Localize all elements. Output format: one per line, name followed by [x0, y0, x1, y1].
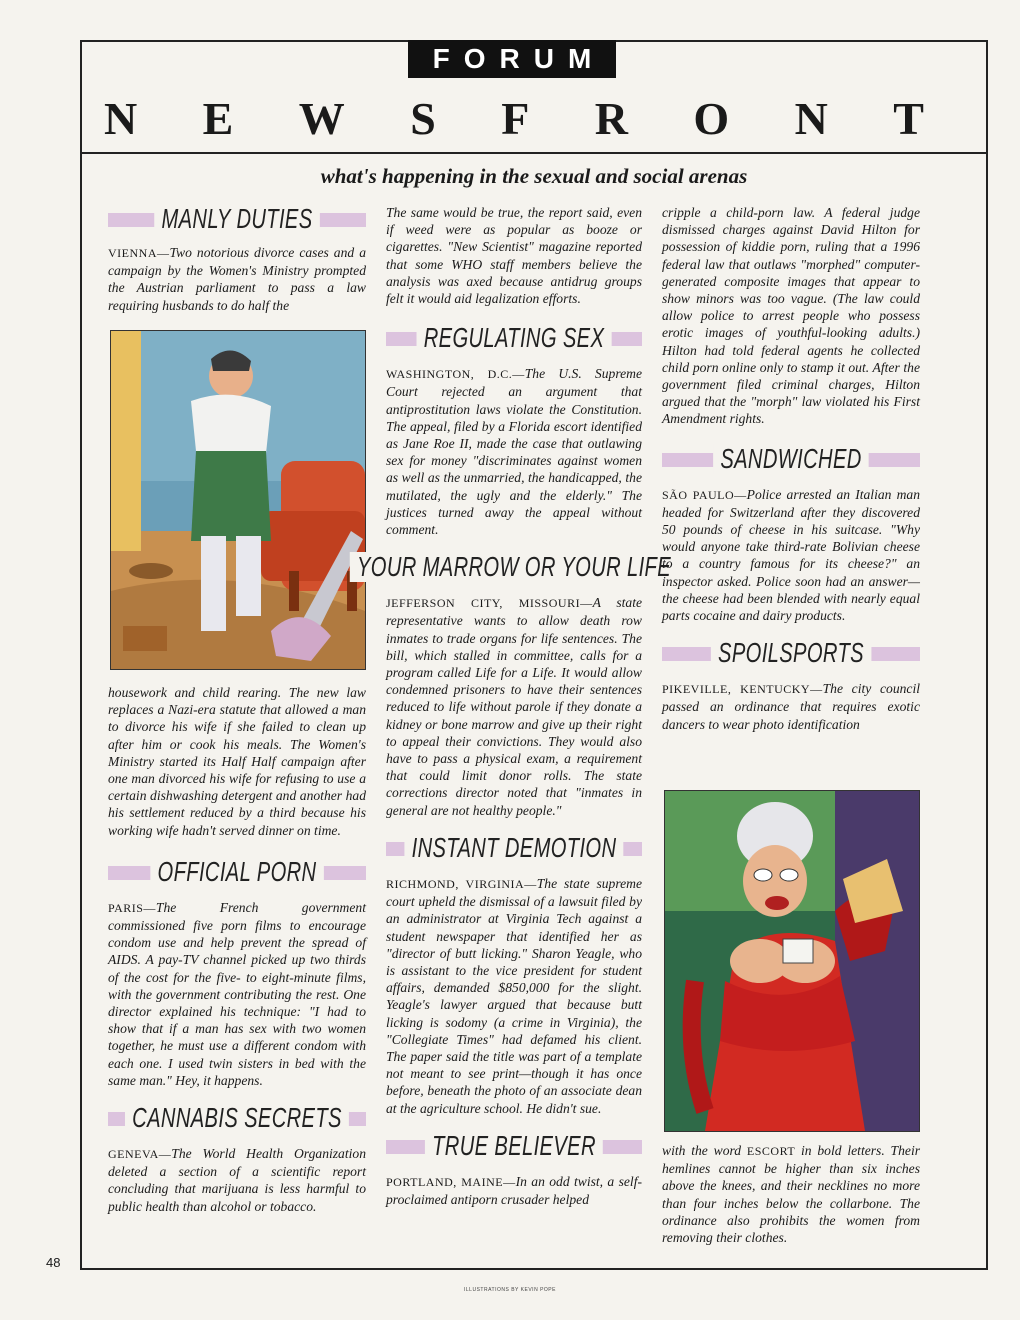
illustration-dancer	[664, 790, 920, 1132]
story-text: The city council passed an ordinance that requires exotic dancers to wear photo identification	[662, 681, 921, 732]
dateline: GENEVA—	[108, 1147, 172, 1162]
forum-masthead	[408, 40, 616, 78]
column-2	[356, 204, 672, 1208]
title-letter: O	[693, 93, 730, 144]
newsfront-title	[104, 92, 924, 145]
story-text: The U.S. Supreme Court rejected an argument that antiprostitution laws violate the Constitution. The appeal, filed by a Florida escort identified as Jane Roe II, made the case that outlawing sex for money "discriminates against women as well as the unmarried, the handicapped, the mutilated, the ugly and the elderly." The justices turned away the appeal without comment.	[386, 366, 642, 538]
dateline: WASHINGTON, D.C.—	[386, 367, 525, 382]
escort-word: ESCORT	[746, 1144, 796, 1158]
header-rule	[80, 152, 988, 154]
headline-instant-demotion: INSTANT DEMOTION	[386, 833, 642, 863]
page-number: 48	[46, 1255, 61, 1270]
column-3-bottom	[662, 1142, 920, 1246]
story-text: Two notorious divorce cases and a campaign by the Women's Ministry prompted the Austrian parliament to pass a law requiring husbands to do half the	[108, 245, 366, 313]
headline-cannabis-secrets: CANNABIS SECRETS	[108, 1103, 366, 1133]
dateline: VIENNA—	[108, 246, 170, 260]
story-text: with the word	[662, 1143, 747, 1158]
headline-sandwiched: SANDWICHED	[662, 444, 920, 474]
dateline: RICHMOND, VIRGINIA—	[386, 876, 537, 891]
title-letter: T	[893, 93, 924, 144]
title-letter: F	[501, 93, 530, 144]
title-letter: N	[104, 93, 138, 144]
dateline: SÃO PAULO—	[662, 487, 747, 502]
masthead-label: FORUM	[432, 43, 606, 74]
headline-manly-duties: MANLY DUTIES	[108, 204, 366, 234]
illustration-credit: ILLUSTRATIONS BY KEVIN POPE	[464, 1287, 556, 1293]
headline-spoilsports: SPOILSPORTS	[662, 638, 920, 668]
headline-official-porn: OFFICIAL PORN	[108, 857, 366, 887]
story-text: The World Health Organization deleted a section of a scientific report concluding that marijuana is less harmful to public health than alcohol or tobacco.	[108, 1146, 366, 1214]
illustration-man-vacuum	[110, 330, 366, 670]
tagline: what's happening in the sexual and social arenas	[320, 164, 748, 188]
headline-your-marrow: YOUR MARROW OR YOUR LIFE	[386, 552, 642, 582]
column-3-top	[662, 204, 920, 733]
title-letter: N	[794, 93, 828, 144]
dateline: JEFFERSON CITY, MISSOURI—	[386, 596, 593, 611]
dateline: PIKEVILLE, KENTUCKY—	[662, 682, 823, 697]
title-letter: W	[298, 93, 345, 144]
headline-true-believer: TRUE BELIEVER	[386, 1131, 642, 1161]
story-text: The French government commissioned five porn films to encourage condom use and help prevent the spread of AIDS. A pay-TV channel picked up two thirds of the cost for the five- to eight-minute films, with the government contributing the rest. One director explained his technique: "I had to show that if a man has sex with two women together, he must use a different condom with each one. I used twin sisters in bed with the same man." Hey, it happens.	[108, 899, 366, 1088]
story-text: The same would be true, the report said, even if weed were as popular as booze or cigarettes. "New Scientist" magazine reported that some WHO staff members believe the analysis was axed because antidrug groups felt it would aid legalization efforts.	[386, 205, 642, 307]
dateline: PORTLAND, MAINE—	[386, 1174, 516, 1189]
column-1-bottom	[108, 684, 366, 1215]
story-text: The state supreme court upheld the dismissal of a lawsuit filed by an administrator at Virginia Tech against a student newspaper that identified her as "director of butt licking." Sharon Yeagle, who is assistant to the vice president for student affairs, demanded $850,000 for the slight. Yeagle's lawyer argued that because butt licking is sodomy (a crime in Virginia), the "Collegiate Times" had defamed his client. The paper said the title was part of a template not meant to see print—though it has once before, beneath the photo of an associate dean at the agriculture school. He didn't sue.	[386, 875, 642, 1116]
story-text: In an odd twist, a self-proclaimed antiporn crusader helped	[386, 1173, 642, 1207]
story-text: in bold letters. Their hemlines cannot be higher than six inches above the knees, and their necklines no more than four inches below the collarbone. The ordinance also prohibits the women from removing their clothes.	[662, 1143, 921, 1246]
headline-regulating-sex: REGULATING SEX	[386, 323, 642, 353]
story-text: cripple a child-porn law. A federal judge dismissed charges against David Hilton for possession of kiddie porn, ruling that a 1996 federal law that outlaws "morphed" computer-generated composite images that appear to show minors was too vague. (The law could allow police to arrest people who possess erotic images of youthful-looking adults.) Hilton had told federal agents he collected child porn online only to stamp it out. After the government filed criminal charges, Hilton argued that the "morph" law violated his First Amendment rights.	[662, 205, 920, 427]
story-text: Police arrested an Italian man headed for Switzerland after they discovered 50 pounds of cheese in his suitcase. "Why would anyone take third-rate Bolivian cheese to a country famous for its cheese?" an inspector asked. Police soon had an answer—the cheese had been blended with nearly equal parts cocaine and dairy products.	[662, 486, 921, 624]
title-letter: E	[202, 93, 234, 144]
dateline: PARIS—	[108, 900, 156, 915]
story-text: A state representative wants to allow death row inmates to trade organs for life sentences. The bill, which stalled in committee, calls for a program called Life for a Life. It would allow condemned prisoners to have their sentences reduced to life without parole if they donate a kidney or bone marrow and give up their right to appeal their convictions. They would also have to pass a physical exam, a requirement that could limit donor rolls. The state corrections director noted that "inmates in general are not healthy people."	[386, 595, 643, 818]
story-text: housework and child rearing. The new law replaces a Nazi-era statute that allowed a man to divorce his wife if she failed to clean up after him or cook his meals. The Women's Ministry started its Half Half campaign after one man divorced his wife for refusing to use a certain dishwashing detergent and another had his settlement reduced by a third because his working wife hadn't served dinner on time.	[108, 685, 366, 838]
column-1-top	[108, 204, 366, 314]
title-letter: S	[410, 93, 436, 144]
title-letter: R	[594, 93, 628, 144]
